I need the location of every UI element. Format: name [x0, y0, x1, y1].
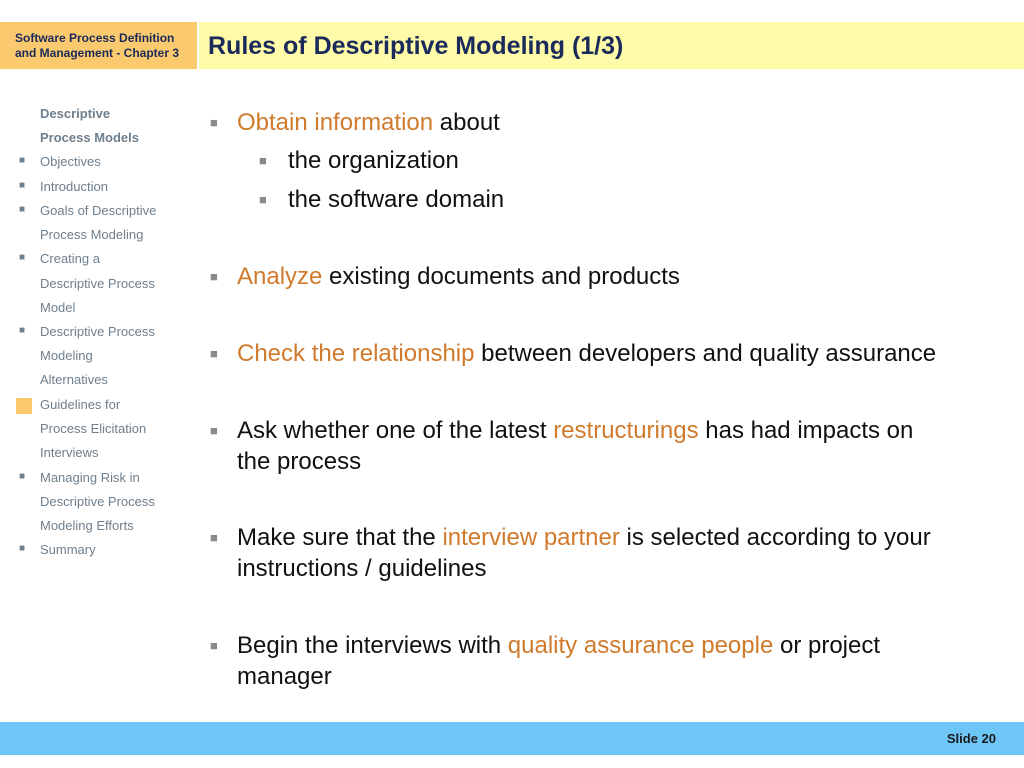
- sidebar-item-creating-line-3[interactable]: Model: [40, 300, 76, 315]
- sub-bullet-icon: ■: [259, 192, 267, 207]
- sidebar-item-guidelines-line-3[interactable]: Interviews: [40, 445, 99, 460]
- chapter-line-1: Software Process Definition: [15, 31, 175, 45]
- sidebar-item-goals[interactable]: Goals of Descriptive: [40, 203, 157, 218]
- bullet-interview-partner: [237, 522, 931, 553]
- title-bar: [199, 22, 1024, 69]
- bullet-obtain-information: [237, 107, 500, 138]
- sidebar-item-introduction[interactable]: Introduction: [40, 179, 108, 194]
- sidebar-item-alternatives[interactable]: Descriptive Process: [40, 324, 155, 339]
- bullet-text: or project: [773, 632, 881, 659]
- slide-number: Slide 20: [946, 731, 996, 746]
- sub-bullet-organization: the organization: [288, 147, 459, 174]
- sidebar-item-managing-risk-line-2[interactable]: Descriptive Process: [40, 494, 155, 509]
- bullet-text: Make sure that the: [237, 524, 443, 551]
- sidebar-item-managing-risk[interactable]: Managing Risk in: [40, 470, 140, 485]
- sidebar-item-summary[interactable]: Summary: [40, 542, 96, 557]
- bullet-icon: ■: [210, 115, 218, 130]
- bullet-text: about: [433, 109, 500, 136]
- sub-bullet-software-domain: the software domain: [288, 186, 505, 213]
- bullet-text: Begin the interviews with: [237, 632, 508, 659]
- sidebar-bullet-icon: ■: [19, 471, 26, 482]
- highlight-text: interview partner: [442, 524, 620, 551]
- sidebar-bullet-icon: ■: [19, 180, 26, 191]
- bullet-analyze: [237, 261, 680, 292]
- bullet-icon: ■: [210, 530, 218, 545]
- bullet-text: is selected according to your: [619, 524, 931, 551]
- sidebar-item-managing-risk-line-3[interactable]: Modeling Efforts: [40, 518, 134, 533]
- sidebar-heading-line-2: Process Models: [40, 130, 139, 145]
- slide-title: Rules of Descriptive Modeling (1/3): [208, 32, 624, 60]
- footer-bar: [0, 722, 1024, 755]
- bullet-text: existing documents and products: [322, 263, 680, 290]
- bullet-text: Ask whether one of the latest: [237, 417, 554, 444]
- bullet-icon: ■: [210, 638, 218, 653]
- bullet-icon: ■: [210, 346, 218, 361]
- sidebar-heading-line-1: Descriptive: [40, 106, 111, 121]
- chapter-box: [0, 22, 197, 69]
- sidebar-bullet-icon: ■: [19, 204, 26, 215]
- bullet-restructurings-line-2: the process: [237, 448, 362, 475]
- sidebar-item-objectives[interactable]: Objectives: [40, 154, 101, 169]
- sidebar-item-alternatives-line-3[interactable]: Alternatives: [40, 372, 108, 387]
- bullet-begin-interviews: [237, 630, 880, 661]
- highlight-text: Check the relationship: [237, 340, 475, 367]
- sidebar-item-guidelines-line-2[interactable]: Process Elicitation: [40, 421, 147, 436]
- sidebar-bullet-icon: ■: [19, 155, 26, 166]
- highlight-text: Analyze: [237, 263, 323, 290]
- sub-bullet-icon: ■: [259, 153, 267, 168]
- sidebar-item-guidelines[interactable]: Guidelines for: [40, 397, 121, 412]
- highlight-text: Obtain information: [237, 109, 434, 136]
- bullet-icon: ■: [210, 423, 218, 438]
- sidebar-item-creating[interactable]: Creating a: [40, 251, 100, 266]
- sidebar-item-goals-line-2[interactable]: Process Modeling: [40, 227, 144, 242]
- bullet-icon: ■: [210, 269, 218, 284]
- bullet-text: has had impacts on: [698, 417, 914, 444]
- highlight-text: restructurings: [553, 417, 699, 444]
- sidebar-bullet-icon: ■: [19, 252, 26, 263]
- sidebar-bullet-icon: ■: [19, 325, 26, 336]
- sidebar-item-creating-line-2[interactable]: Descriptive Process: [40, 276, 155, 291]
- sidebar-bullet-icon: ■: [19, 543, 26, 554]
- bullet-begin-interviews-line-2: manager: [237, 663, 332, 690]
- bullet-interview-partner-line-2: instructions / guidelines: [237, 555, 487, 582]
- chapter-line-2: and Management - Chapter 3: [15, 46, 180, 60]
- bullet-check-relationship: [237, 338, 936, 369]
- sidebar-item-alternatives-line-2[interactable]: Modeling: [40, 348, 93, 363]
- bullet-restructurings: [237, 415, 913, 446]
- highlight-text: quality assurance people: [507, 632, 774, 659]
- active-section-marker: [16, 398, 32, 414]
- bullet-text: between developers and quality assurance: [474, 340, 937, 367]
